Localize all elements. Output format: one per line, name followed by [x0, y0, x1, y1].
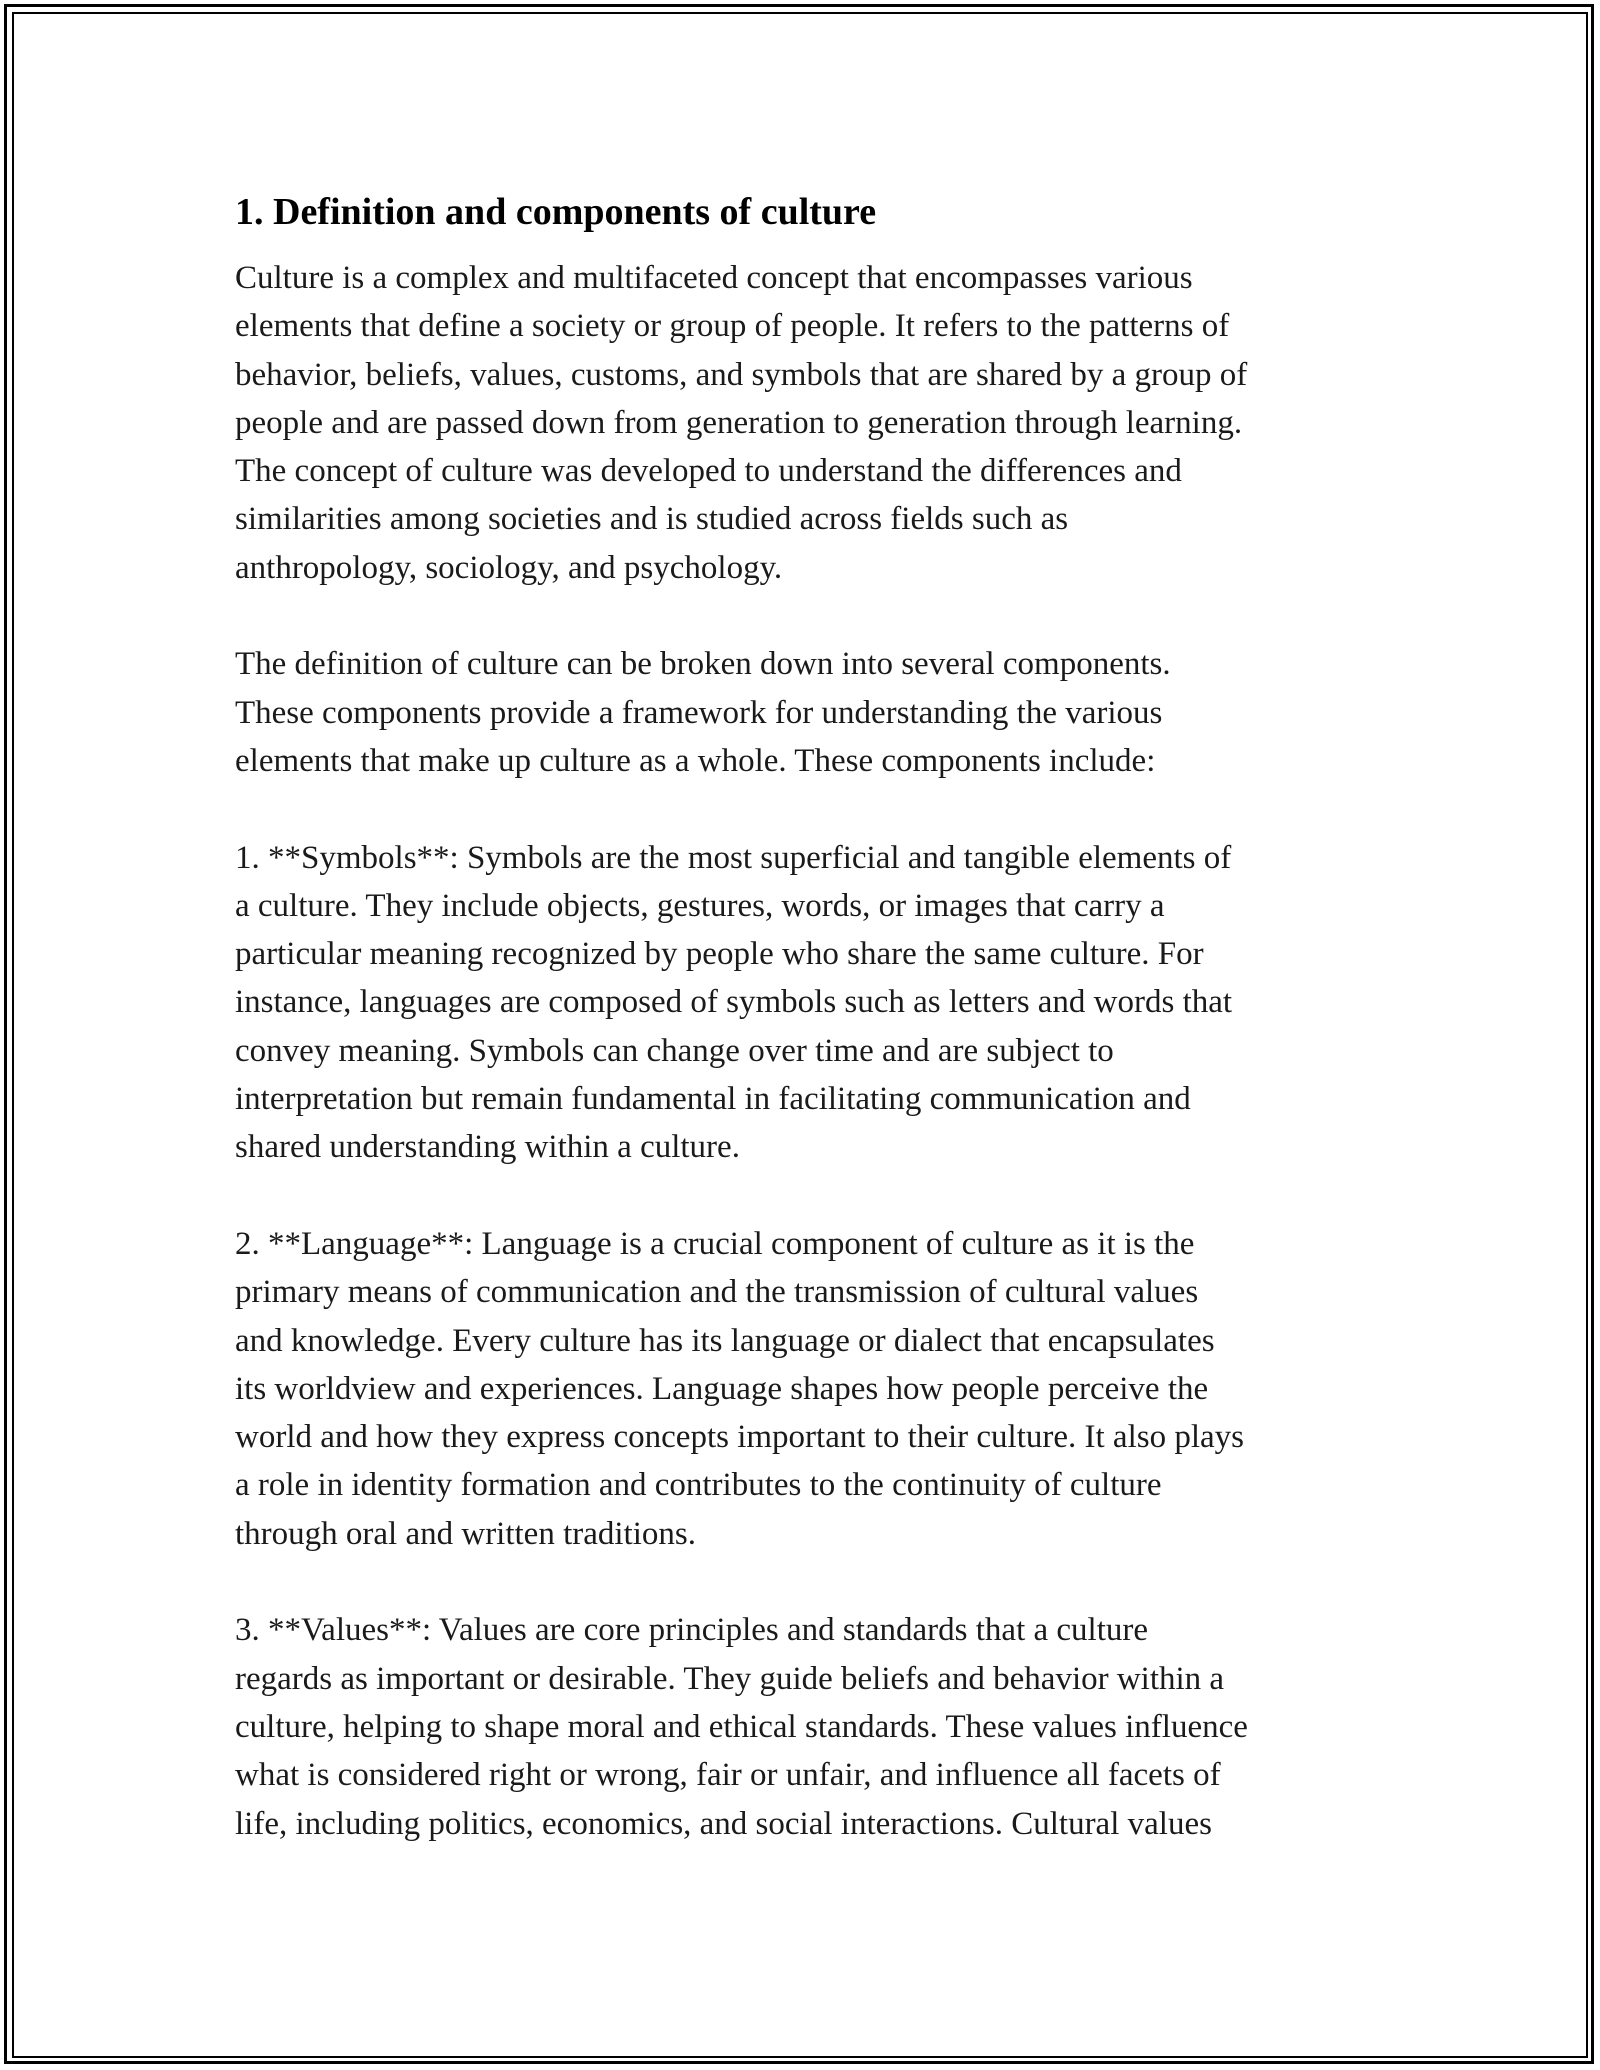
text-line: world and how they express concepts important to their culture. It also plays	[235, 1419, 1244, 1456]
text-line: instance, languages are composed of symbols such as letters and words that	[235, 984, 1233, 1021]
text-line: life, including politics, economics, and social interactions. Cultural values	[235, 1805, 1212, 1842]
text-line: regards as important or desirable. They guide beliefs and behavior within a	[235, 1660, 1225, 1697]
text-line: primary means of communication and the transmission of cultural values	[235, 1274, 1199, 1311]
text-line: The definition of culture can be broken down into several components.	[235, 646, 1171, 683]
text-line: anthropology, sociology, and psychology.	[235, 549, 783, 586]
text-line: 2. **Language**: Language is a crucial component of culture as it is the	[235, 1225, 1195, 1262]
paragraph-language	[235, 1220, 1375, 1558]
text-line: shared understanding within a culture.	[235, 1129, 740, 1166]
text-line: and knowledge. Every culture has its language or dialect that encapsulates	[235, 1322, 1215, 1359]
text-line: through oral and written traditions.	[235, 1515, 696, 1552]
text-line: The concept of culture was developed to understand the differences and	[235, 453, 1182, 490]
text-line: people and are passed down from generation to generation through learning.	[235, 404, 1243, 441]
text-line: These components provide a framework for understanding the various	[235, 694, 1163, 731]
text-line: a culture. They include objects, gestures, words, or images that carry a	[235, 887, 1165, 924]
text-line: culture, helping to shape moral and ethical standards. These values influence	[235, 1708, 1248, 1745]
text-line: particular meaning recognized by people who share the same culture. For	[235, 936, 1204, 973]
text-line: convey meaning. Symbols can change over time and are subject to	[235, 1032, 1114, 1069]
text-line: 3. **Values**: Values are core principles and standards that a culture	[235, 1612, 1149, 1649]
text-line: 1. **Symbols**: Symbols are the most superficial and tangible elements of	[235, 839, 1232, 876]
document-body	[235, 184, 1375, 1896]
text-line: elements that make up culture as a whole. These components include:	[235, 742, 1156, 779]
text-line: interpretation but remain fundamental in facilitating communication and	[235, 1081, 1191, 1118]
text-line: elements that define a society or group of people. It refers to the patterns of	[235, 308, 1230, 345]
text-line: similarities among societies and is studied across fields such as	[235, 501, 1069, 538]
paragraph-symbols	[235, 834, 1375, 1172]
text-line: behavior, beliefs, values, customs, and symbols that are shared by a group of	[235, 356, 1248, 393]
paragraph-components	[235, 640, 1375, 785]
text-line: what is considered right or wrong, fair or unfair, and influence all facets of	[235, 1757, 1221, 1794]
text-line: its worldview and experiences. Language shapes how people perceive the	[235, 1370, 1209, 1407]
paragraph-values	[235, 1606, 1375, 1847]
paragraph-intro	[235, 254, 1375, 592]
section-heading: 1. Definition and components of culture	[235, 191, 877, 233]
text-line: a role in identity formation and contributes to the continuity of culture	[235, 1467, 1162, 1504]
text-line: Culture is a complex and multifaceted concept that encompasses various	[235, 260, 1193, 296]
